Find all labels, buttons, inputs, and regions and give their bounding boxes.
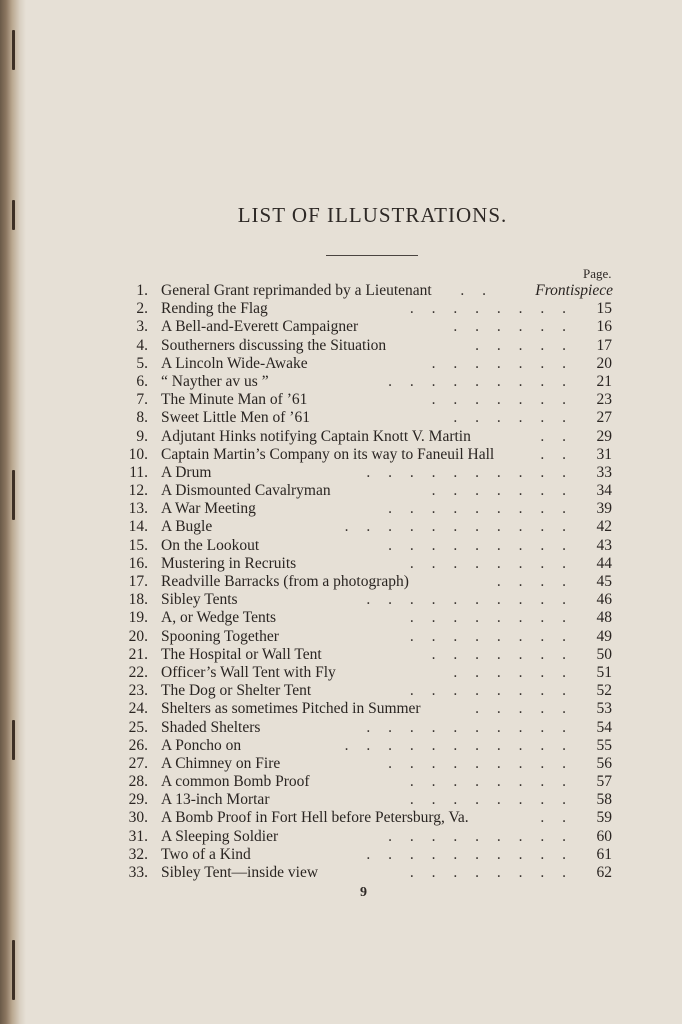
entry-title: A Dismounted Cavalryman	[161, 482, 331, 500]
entry-page: 46	[596, 591, 612, 609]
list-item	[100, 409, 616, 427]
list-item	[100, 573, 616, 591]
entry-page: Frontispiece	[535, 282, 613, 299]
entry-title: Rending the Flag	[161, 300, 268, 318]
entry-title: On the Lookout	[161, 536, 260, 554]
entry-title: Two of a Kind	[161, 845, 251, 863]
entry-page: 51	[596, 663, 612, 681]
list-item	[100, 664, 616, 682]
entry-number: 18.	[128, 591, 148, 609]
entry-title: A Sleeping Soldier	[161, 827, 279, 845]
list-item	[100, 719, 616, 737]
list-item	[100, 464, 616, 482]
entry-page: 43	[596, 536, 612, 554]
entry-number: 32.	[128, 845, 148, 863]
entry-title: The Minute Man of ’61	[161, 391, 308, 409]
entry-page: 45	[596, 573, 612, 590]
list-item	[100, 773, 616, 791]
entry-title: Southerners discussing the Situation	[161, 336, 387, 354]
list-item	[100, 809, 616, 827]
dot-leader: . . . . . . .	[431, 354, 566, 372]
entry-title: A Bomb Proof in Fort Hell before Petersburg, Va.	[161, 809, 469, 827]
dot-leader: . .	[540, 427, 566, 445]
dot-leader: . . . . . . . .	[409, 864, 566, 881]
entry-page: 62	[596, 864, 612, 881]
dot-leader: . .	[460, 282, 486, 299]
dot-leader: . . . . . . . . .	[388, 372, 566, 390]
list-item	[100, 591, 616, 609]
entry-title: General Grant reprimanded by a Lieutenant	[161, 282, 432, 299]
dot-leader: . . . . . . . . . . .	[344, 736, 566, 754]
list-item	[100, 846, 616, 864]
entry-page: 15	[596, 300, 612, 318]
entry-title: A Bugle	[161, 518, 213, 536]
dot-leader: . . . . . . . .	[409, 554, 566, 572]
entry-number: 13.	[128, 500, 148, 518]
entry-title: A Lincoln Wide-Awake	[161, 354, 308, 372]
entry-title: A Chimney on Fire	[161, 754, 281, 772]
dot-leader: . . . . . .	[453, 318, 566, 336]
dot-leader: . . . . . . .	[431, 391, 566, 409]
entry-number: 29.	[128, 791, 148, 809]
entry-number: 19.	[128, 609, 148, 627]
dot-leader: . . . . . . . .	[409, 627, 566, 645]
book-spine	[0, 0, 26, 1024]
dot-leader: . . . . . . . . . .	[366, 463, 566, 481]
entry-number: 25.	[128, 718, 148, 736]
entry-page: 39	[596, 500, 612, 518]
entry-number: 21.	[128, 645, 148, 663]
list-item	[100, 318, 616, 336]
entry-number: 12.	[128, 482, 148, 500]
dot-leader: . . . . . . . . . .	[366, 591, 566, 609]
dot-leader: . . . . . . .	[431, 482, 566, 500]
entry-page: 49	[596, 627, 612, 645]
list-item	[100, 373, 616, 391]
entry-number: 28.	[128, 773, 148, 791]
entry-page: 53	[596, 700, 612, 718]
entry-page: 50	[596, 645, 612, 663]
entry-page: 20	[596, 354, 612, 372]
entry-number: 7.	[136, 391, 148, 409]
dot-leader: . . . . . . . .	[409, 609, 566, 627]
entry-page: 16	[596, 318, 612, 336]
entry-title: A Bell-and-Everett Campaigner	[161, 318, 359, 336]
entry-number: 8.	[136, 409, 148, 427]
page-number: 9	[360, 885, 367, 900]
entry-page: 33	[596, 463, 612, 481]
entry-page: 56	[596, 754, 612, 772]
binding-thread	[12, 940, 15, 1000]
entry-number: 11.	[129, 463, 148, 481]
list-item	[100, 628, 616, 646]
entry-title: Spooning Together	[161, 627, 279, 645]
list-item	[100, 337, 616, 355]
entry-number: 26.	[128, 736, 148, 754]
entry-number: 30.	[128, 809, 148, 827]
entry-title: “ Nayther av us ”	[161, 372, 269, 390]
dot-leader: . . . . . .	[453, 663, 566, 681]
list-item	[100, 482, 616, 500]
dot-leader: . . . . . . . . . . .	[344, 518, 566, 536]
dot-leader: . . . . . .	[453, 409, 566, 427]
entry-title: Readville Barracks (from a photograph)	[161, 573, 409, 590]
entry-number: 15.	[128, 536, 148, 554]
entry-title: A War Meeting	[161, 500, 256, 518]
entry-number: 24.	[128, 700, 148, 718]
list-item	[100, 537, 616, 555]
entry-title: Captain Martin’s Company on its way to Faneuil Hall	[161, 445, 495, 463]
entry-page: 59	[596, 809, 612, 827]
entry-page: 52	[596, 682, 612, 700]
list-item	[100, 755, 616, 773]
dot-leader: . . . . . . . . .	[388, 500, 566, 518]
entry-number: 6.	[136, 372, 148, 390]
dot-leader: . . . . . . . .	[409, 682, 566, 700]
entry-number: 2.	[136, 300, 148, 318]
illustrations-list	[100, 282, 616, 882]
dot-leader: . . . . . . . . .	[388, 536, 566, 554]
entry-page: 29	[596, 427, 612, 445]
list-item	[100, 609, 616, 627]
entry-page: 17	[596, 336, 612, 354]
entry-page: 55	[596, 736, 612, 754]
entry-number: 17.	[128, 573, 148, 590]
entry-number: 5.	[136, 354, 148, 372]
page-column-header: Page.	[583, 266, 612, 281]
entry-number: 1.	[136, 282, 148, 299]
dot-leader: . . . . . . . . .	[388, 827, 566, 845]
entry-page: 57	[596, 773, 612, 791]
list-item	[100, 428, 616, 446]
entry-title: Shaded Shelters	[161, 718, 261, 736]
entry-number: 4.	[136, 336, 148, 354]
list-item	[100, 355, 616, 373]
entry-number: 3.	[136, 318, 148, 336]
entry-title: Officer’s Wall Tent with Fly	[161, 663, 336, 681]
entry-title: Shelters as sometimes Pitched in Summer	[161, 700, 421, 718]
list-item	[100, 791, 616, 809]
entry-number: 33.	[128, 864, 148, 881]
entry-page: 42	[596, 518, 612, 536]
title-divider	[326, 255, 418, 256]
entry-title: The Hospital or Wall Tent	[161, 645, 322, 663]
binding-thread	[12, 470, 15, 520]
dot-leader: . . . . . . . . . .	[366, 718, 566, 736]
entry-number: 23.	[128, 682, 148, 700]
page-title: LIST OF ILLUSTRATIONS.	[237, 203, 508, 227]
list-item	[100, 446, 616, 464]
entry-page: 27	[596, 409, 612, 427]
list-item	[100, 555, 616, 573]
entry-title: A Drum	[161, 463, 212, 481]
list-item	[100, 300, 616, 318]
entry-number: 10.	[128, 445, 148, 463]
entry-title: The Dog or Shelter Tent	[161, 682, 312, 700]
entry-title: A common Bomb Proof	[161, 773, 310, 791]
entry-title: Sibley Tent—inside view	[161, 864, 319, 881]
entry-title: Adjutant Hinks notifying Captain Knott V. Martin	[161, 427, 471, 445]
entry-page: 23	[596, 391, 612, 409]
dot-leader: . . . .	[496, 573, 566, 590]
entry-number: 31.	[128, 827, 148, 845]
dot-leader: . . . . . . . . . .	[366, 845, 566, 863]
list-item	[100, 828, 616, 846]
entry-page: 21	[596, 372, 612, 390]
entry-title: A Poncho on	[161, 736, 242, 754]
entry-title: A, or Wedge Tents	[161, 609, 277, 627]
dot-leader: . .	[540, 809, 566, 827]
dot-leader: . . . . .	[475, 700, 566, 718]
dot-leader: . . . . . . . . .	[388, 754, 566, 772]
entry-page: 34	[596, 482, 612, 500]
entry-title: Mustering in Recruits	[161, 554, 297, 572]
list-item	[100, 700, 616, 718]
list-item	[100, 391, 616, 409]
list-item	[100, 282, 616, 300]
list-item	[100, 500, 616, 518]
binding-thread	[12, 30, 15, 70]
entry-title: A 13-inch Mortar	[161, 791, 270, 809]
entry-page: 54	[596, 718, 612, 736]
list-item	[100, 864, 616, 882]
dot-leader: . . . . . . .	[431, 645, 566, 663]
list-item	[100, 737, 616, 755]
list-item	[100, 682, 616, 700]
entry-page: 48	[596, 609, 612, 627]
entry-page: 61	[596, 845, 612, 863]
entry-number: 9.	[136, 427, 148, 445]
entry-number: 27.	[128, 754, 148, 772]
dot-leader: . . . . . . . .	[409, 300, 566, 318]
entry-page: 44	[596, 554, 612, 572]
entry-page: 58	[596, 791, 612, 809]
list-item	[100, 518, 616, 536]
entry-number: 22.	[128, 663, 148, 681]
entry-number: 16.	[128, 554, 148, 572]
entry-number: 14.	[128, 518, 148, 536]
entry-title: Sweet Little Men of ’61	[161, 409, 310, 427]
dot-leader: . . . . .	[475, 336, 566, 354]
dot-leader: . . . . . . . .	[409, 791, 566, 809]
list-item	[100, 646, 616, 664]
dot-leader: . . . . . . . .	[409, 773, 566, 791]
entry-page: 31	[596, 445, 612, 463]
dot-leader: . .	[540, 445, 566, 463]
binding-thread	[12, 720, 15, 760]
entry-page: 60	[596, 827, 612, 845]
entry-number: 20.	[128, 627, 148, 645]
entry-title: Sibley Tents	[161, 591, 238, 609]
